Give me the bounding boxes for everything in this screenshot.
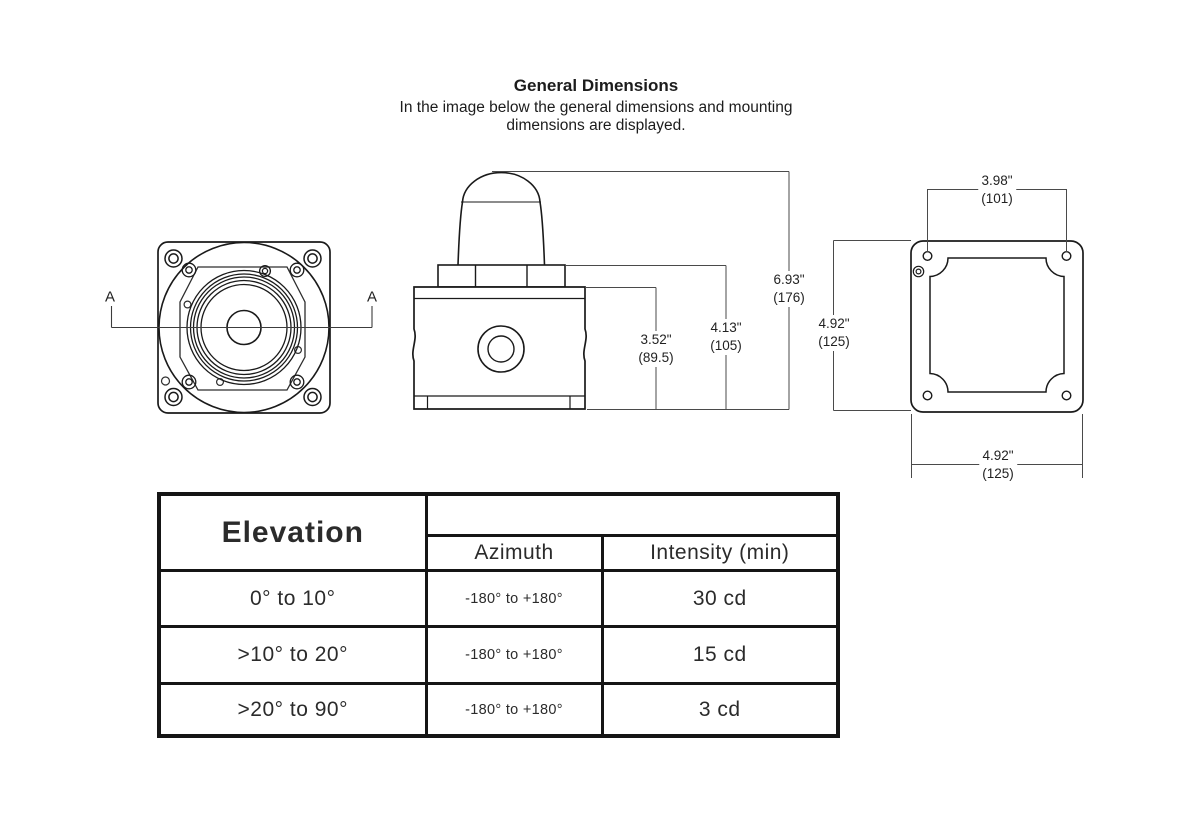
table-header-elevation: Elevation (159, 494, 426, 571)
cell-azimuth: -180° to +180° (426, 684, 602, 737)
dim-plate-height-mm: (125) (818, 334, 850, 349)
section-label-a-right: A (366, 288, 378, 306)
dim-plate-height-in: 4.92" (818, 316, 850, 331)
dim-overall-height-mm: (176) (773, 290, 805, 305)
dim-label-overall-height (770, 271, 808, 307)
subtitle-line-2: dimensions are displayed. (506, 116, 686, 134)
dim-plate-width-mm: (125) (982, 466, 1014, 481)
cell-azimuth: -180° to +180° (426, 627, 602, 684)
table-header-row-top (159, 494, 838, 536)
elevation-intensity-table (157, 492, 840, 738)
dim-label-plate-width (979, 447, 1017, 483)
subtitle-line-1: In the image below the general dimensions and mounting (399, 99, 793, 116)
front-view (112, 242, 373, 413)
dim-body-height-in: 4.13" (710, 320, 742, 335)
dim-hole-spacing-mm: (101) (981, 191, 1013, 206)
table-row (159, 684, 838, 737)
table-header-intensity: Intensity (min) (602, 536, 838, 571)
dim-plate-width-in: 4.92" (982, 448, 1014, 463)
table-header-azimuth: Azimuth (426, 536, 602, 571)
dim-overall-height-in: 6.93" (773, 272, 805, 287)
dome-base-flange (438, 265, 565, 287)
table-header-spacer (426, 494, 838, 536)
cell-azimuth: -180° to +180° (426, 571, 602, 627)
mounting-view (911, 241, 1083, 412)
cell-elevation: >10° to 20° (159, 627, 426, 684)
page-title: General Dimensions (513, 76, 679, 95)
dim-hole-spacing-in: 3.98" (981, 173, 1013, 188)
cell-intensity: 15 cd (602, 627, 838, 684)
dim-label-plate-height (815, 315, 853, 351)
mounting-plate (911, 241, 1083, 412)
dome-lens (458, 173, 545, 265)
dim-box-height-in: 3.52" (640, 332, 672, 347)
table-row (159, 571, 838, 627)
cell-elevation: >20° to 90° (159, 684, 426, 737)
section-label-a-left: A (104, 288, 116, 306)
dim-label-box-height (635, 331, 676, 367)
dim-label-hole-spacing (978, 172, 1016, 208)
dim-body-height-mm: (105) (710, 338, 742, 353)
cell-elevation: 0° to 10° (159, 571, 426, 627)
cell-intensity: 30 cd (602, 571, 838, 627)
table-row (159, 627, 838, 684)
dim-label-body-height (707, 319, 745, 355)
side-view (413, 173, 586, 409)
housing-box (413, 287, 586, 409)
cell-intensity: 3 cd (602, 684, 838, 737)
dim-box-height-mm: (89.5) (638, 350, 674, 365)
